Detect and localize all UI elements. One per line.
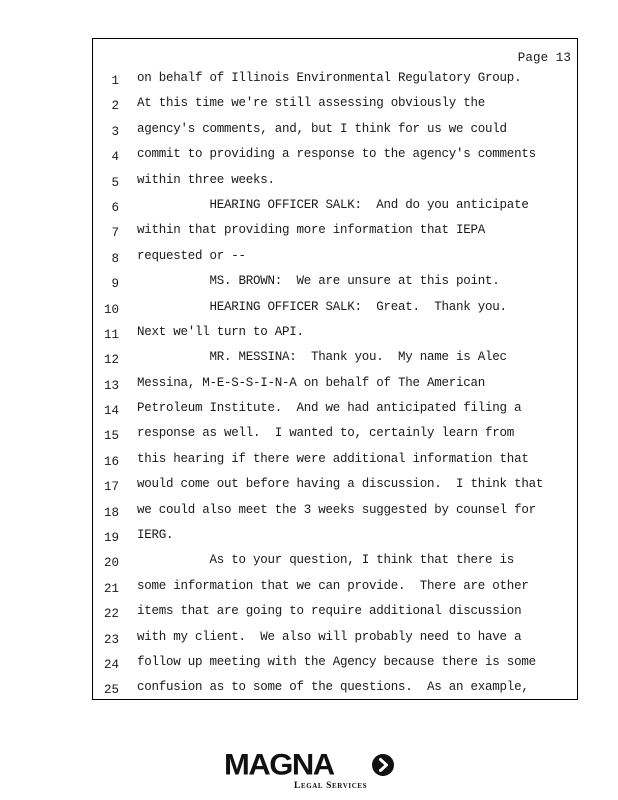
transcript-line [93, 272, 577, 297]
transcript-lines [93, 69, 577, 704]
transcript-page [92, 38, 578, 700]
line-number: 21 [103, 581, 119, 596]
line-text: some information that we can provide. There are other [137, 578, 529, 593]
transcript-line [93, 628, 577, 653]
line-text: follow up meeting with the Agency because there is some [137, 654, 536, 669]
line-number: 6 [111, 200, 119, 215]
line-text: MR. MESSINA: Thank you. My name is Alec [137, 350, 507, 365]
transcript-line [93, 399, 577, 424]
line-text: on behalf of Illinois Environmental Regulatory Group. [137, 71, 522, 85]
line-number: 23 [103, 632, 119, 647]
line-text: within three weeks. [137, 172, 275, 187]
transcript-line [93, 69, 577, 94]
transcript-line [93, 424, 577, 449]
line-text: As to your question, I think that there is [137, 553, 515, 568]
transcript-line [93, 298, 577, 323]
transcript-line [93, 323, 577, 348]
line-number: 5 [111, 175, 119, 190]
line-number: 4 [111, 150, 119, 165]
transcript-line [93, 120, 577, 145]
transcript-line [93, 171, 577, 196]
line-text: items that are going to require additional discussion [137, 604, 522, 619]
transcript-line [93, 475, 577, 500]
line-text: this hearing if there were additional information that [137, 451, 529, 466]
transcript-line [93, 145, 577, 170]
line-number: 12 [103, 353, 119, 368]
line-number: 24 [103, 657, 119, 672]
line-number: 18 [103, 505, 119, 520]
line-text: Messina, M-E-S-S-I-N-A on behalf of The American [137, 375, 486, 390]
line-number: 16 [103, 454, 119, 469]
line-text: Petroleum Institute. And we had anticipated filing a [137, 401, 522, 416]
line-text: IERG. [137, 528, 174, 543]
line-number: 2 [111, 99, 119, 114]
logo-subtitle: Legal Services [294, 781, 368, 791]
line-number: 13 [103, 378, 119, 393]
line-number: 9 [111, 277, 119, 292]
line-text: with my client. We also will probably need to have a [137, 629, 522, 644]
magna-logo [224, 750, 394, 794]
line-number: 15 [103, 429, 119, 444]
line-text: commit to providing a response to the agency's comments [137, 147, 536, 162]
line-number: 14 [103, 404, 119, 419]
transcript-line [93, 94, 577, 119]
line-number: 8 [111, 251, 119, 266]
line-number: 17 [103, 480, 119, 495]
transcript-line [93, 374, 577, 399]
logo-wordmark: MAGNA [224, 748, 334, 782]
line-text: within that providing more information that IEPA [137, 223, 486, 238]
line-number: 1 [111, 74, 119, 88]
transcript-line [93, 577, 577, 602]
transcript-line [93, 602, 577, 627]
line-number: 20 [103, 556, 119, 571]
line-number: 22 [103, 607, 119, 622]
transcript-line [93, 221, 577, 246]
line-number: 25 [103, 683, 119, 698]
line-number: 3 [111, 124, 119, 139]
line-text: response as well. I wanted to, certainly learn from [137, 426, 515, 441]
transcript-line [93, 450, 577, 475]
chevron-right-circle-icon [372, 754, 394, 776]
line-text: Next we'll turn to API. [137, 324, 304, 339]
line-text: would come out before having a discussion. I think that [137, 477, 544, 492]
transcript-line [93, 348, 577, 373]
transcript-line [93, 247, 577, 272]
line-number: 10 [103, 302, 119, 317]
line-text: we could also meet the 3 weeks suggested by counsel for [137, 502, 536, 517]
line-number: 7 [111, 226, 119, 241]
line-text: requested or -- [137, 248, 246, 263]
line-text: At this time we're still assessing obviously the [137, 96, 486, 111]
line-text: HEARING OFFICER SALK: Great. Thank you. [137, 299, 507, 314]
transcript-line [93, 501, 577, 526]
line-text: agency's comments, and, but I think for us we could [137, 121, 507, 136]
transcript-line [93, 526, 577, 551]
line-number: 19 [103, 531, 119, 546]
transcript-line [93, 551, 577, 576]
transcript-line [93, 196, 577, 221]
line-text: confusion as to some of the questions. As an example, [137, 680, 529, 695]
page-number: Page 13 [517, 51, 571, 65]
line-text: HEARING OFFICER SALK: And do you anticipate [137, 197, 529, 212]
line-text: MS. BROWN: We are unsure at this point. [137, 274, 500, 289]
line-number: 11 [103, 327, 119, 342]
transcript-line [93, 678, 577, 703]
transcript-line [93, 653, 577, 678]
